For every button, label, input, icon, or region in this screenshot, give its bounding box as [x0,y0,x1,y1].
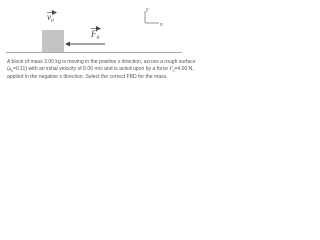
problem-diagram [0,0,200,58]
svg-text:v0 [47,12,54,24]
force-symbol: $F_0$ [169,65,175,73]
coordinate-axes [145,7,163,28]
velocity-label [47,12,56,24]
svg-text:F0 [90,29,100,41]
y-axis-label: y [146,7,149,13]
velocity-sub: 0 [51,18,54,24]
x-axis-label: x [160,22,163,28]
velocity-base: v [47,12,51,22]
mu-symbol: $\mu_k$ [8,65,13,73]
force-label [90,29,100,42]
force-sub: 0 [96,35,100,41]
force-base: F [91,29,97,39]
block [42,30,64,52]
problem-text: A block of mass 3.00 kg is moving in the positive x direction, across a rough surface $(\mu_k=0.11)$ with an initial velocity of 6.00 m/s and is acted upon by a force $F_0=4.00$ N, applied in the negative x direction. Select the correct FBD for the mass. [7,59,196,81]
